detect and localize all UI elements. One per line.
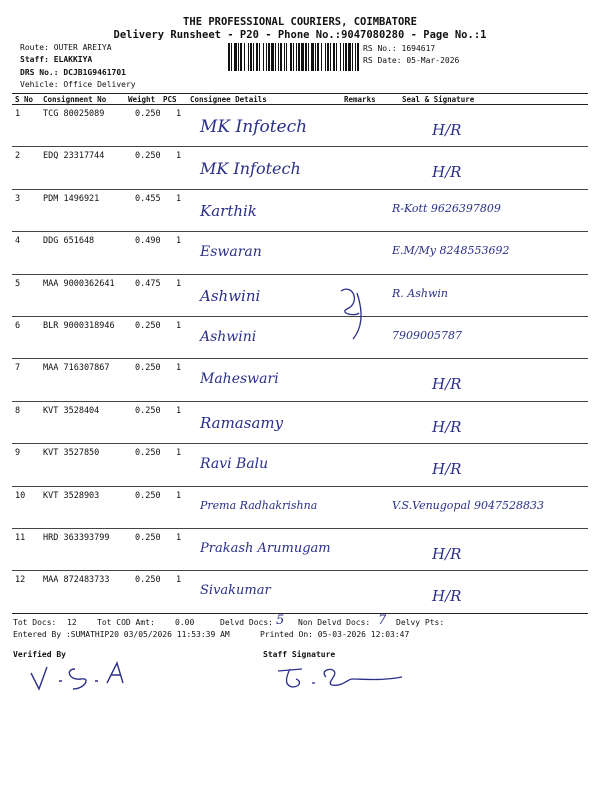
- barcode-bar: [321, 43, 322, 71]
- col-weight: Weight: [128, 95, 156, 104]
- row-consignment-no: MAA 872483733: [43, 575, 110, 586]
- row-consignee: Prakash Arumugam: [200, 541, 331, 556]
- row-weight: 0.250: [135, 448, 161, 459]
- non-delvd-value: 7: [378, 613, 387, 628]
- barcode-bar: [325, 43, 326, 71]
- barcode-bar: [343, 43, 344, 71]
- row-consignment-no: KVT 3528903: [43, 490, 100, 501]
- row-sno: 10: [15, 490, 26, 501]
- barcode-bar: [293, 43, 294, 71]
- row-sno: 11: [15, 533, 26, 543]
- barcode-bar: [278, 43, 279, 71]
- barcode: [228, 43, 360, 71]
- row-divider: [12, 443, 588, 444]
- barcode-bar: [336, 43, 337, 71]
- cod-label: Tot COD Amt:: [97, 618, 155, 627]
- row-consignment-no: DDG 651648: [43, 236, 95, 247]
- drs-number: DRS No.: DCJB1G9461701: [20, 68, 126, 77]
- row-weight: 0.250: [135, 490, 161, 501]
- barcode-bar: [315, 43, 316, 71]
- barcode-bar: [268, 43, 270, 71]
- row-pcs: 1: [176, 278, 182, 289]
- row-consignment-no: MAA 716307867: [43, 363, 110, 374]
- row-sno: 9: [15, 448, 21, 459]
- printed-on: Printed On: 05-03-2026 12:03:47: [260, 630, 410, 639]
- row-consignee: Prema Radhakrishna: [200, 498, 318, 512]
- row-consignee: Ashwini: [200, 329, 257, 345]
- row-weight: 0.475: [135, 278, 161, 289]
- row-pcs: 1: [176, 321, 182, 331]
- barcode-bar: [286, 43, 287, 71]
- row-seal-signature: H/R: [432, 587, 462, 606]
- row-weight: 0.250: [135, 109, 161, 119]
- row-sno: 7: [15, 363, 21, 374]
- cod-value: 0.00: [175, 618, 195, 627]
- col-consignee: Consignee Details: [190, 95, 267, 104]
- barcode-bar: [284, 43, 285, 71]
- row-pcs: 1: [176, 533, 182, 543]
- row-divider: [12, 316, 588, 317]
- row-consignment-no: KVT 3528404: [43, 405, 100, 416]
- row-sno: 12: [15, 575, 26, 586]
- barcode-bar: [248, 43, 249, 71]
- row-divider: [12, 401, 588, 402]
- row-weight: 0.250: [135, 363, 161, 374]
- barcode-bar: [327, 43, 329, 71]
- row-consignment-no: KVT 3527850: [43, 448, 100, 459]
- row-pcs: 1: [176, 363, 182, 374]
- row-consignee: Ravi Balu: [200, 456, 269, 473]
- barcode-bar: [238, 43, 239, 71]
- barcode-bar: [280, 43, 282, 71]
- row-seal-signature: H/R: [432, 163, 462, 182]
- table-bottom-line: [12, 613, 588, 614]
- rs-number: RS No.: 1694617: [363, 44, 436, 53]
- tot-docs-value: 12: [67, 618, 77, 627]
- row-sno: 4: [15, 236, 21, 247]
- row-consignment-no: BLR 9000318946: [43, 321, 115, 331]
- row-sno: 1: [15, 109, 21, 119]
- row-seal-signature: H/R: [432, 460, 462, 479]
- row-weight: 0.250: [135, 405, 161, 416]
- entered-by: Entered By :SUMATHIP20 03/05/2026 11:53:39 AM: [13, 630, 230, 639]
- row-divider: [12, 358, 588, 359]
- remarks-scribble: [333, 283, 373, 343]
- delvd-label: Delvd Docs:: [220, 618, 273, 627]
- row-seal-signature: H/R: [432, 121, 462, 139]
- row-weight: 0.250: [135, 533, 161, 543]
- row-seal-signature: 7909005787: [392, 329, 462, 342]
- barcode-bar: [305, 43, 307, 71]
- row-weight: 0.250: [135, 321, 161, 331]
- barcode-bar: [333, 43, 335, 71]
- delvd-value: 5: [276, 613, 285, 628]
- barcode-bar: [256, 43, 258, 71]
- row-seal-signature: H/R: [432, 545, 462, 563]
- verified-by-label: Verified By: [13, 650, 66, 659]
- barcode-bar: [240, 43, 242, 71]
- barcode-bar: [266, 43, 267, 71]
- row-consignee: Ramasamy: [200, 413, 284, 432]
- row-pcs: 1: [176, 575, 182, 586]
- col-consignment: Consignment No: [43, 95, 107, 104]
- rs-date: RS Date: 05-Mar-2026: [363, 56, 460, 65]
- row-divider: [12, 231, 588, 232]
- barcode-bar: [231, 43, 232, 71]
- table-top-line: [12, 93, 588, 94]
- row-consignment-no: TCG 80025089: [43, 109, 105, 119]
- barcode-bar: [259, 43, 260, 71]
- row-consignee: MK Infotech: [200, 117, 308, 137]
- barcode-bar: [275, 43, 276, 71]
- row-seal-signature: V.S.Venugopal 9047528833: [392, 498, 545, 512]
- col-sno: S No: [15, 95, 34, 104]
- verifier-signature: [25, 655, 135, 695]
- col-seal: Seal & Signature: [402, 95, 475, 104]
- barcode-bar: [340, 43, 341, 71]
- delvy-pts-label: Delvy Pts:: [396, 618, 445, 627]
- row-weight: 0.455: [135, 193, 161, 204]
- barcode-bar: [298, 43, 300, 71]
- barcode-bar: [296, 43, 297, 71]
- row-consignee: MK Infotech: [200, 159, 301, 179]
- barcode-bar: [348, 43, 351, 71]
- row-seal-signature: H/R: [432, 417, 462, 436]
- row-pcs: 1: [176, 109, 182, 119]
- row-weight: 0.490: [135, 236, 161, 247]
- barcode-bar: [308, 43, 309, 71]
- row-divider: [12, 570, 588, 571]
- row-consignment-no: PDM 1496921: [43, 193, 100, 204]
- row-divider: [12, 274, 588, 275]
- header-bottom-line: [12, 104, 588, 105]
- barcode-bar: [317, 43, 319, 71]
- barcode-bar: [345, 43, 347, 71]
- non-delvd-label: Non Delvd Docs:: [298, 618, 371, 627]
- row-consignee: Eswaran: [200, 244, 262, 261]
- row-sno: 6: [15, 321, 21, 331]
- row-sno: 3: [15, 193, 21, 204]
- row-pcs: 1: [176, 448, 182, 459]
- row-pcs: 1: [176, 236, 182, 247]
- tot-docs-label: Tot Docs:: [13, 618, 57, 627]
- vehicle-text: Vehicle: Office Delivery: [20, 80, 136, 89]
- company-title: THE PROFESSIONAL COURIERS, COIMBATORE: [183, 16, 417, 28]
- row-seal-signature: R. Ashwin: [392, 286, 448, 300]
- row-divider: [12, 146, 588, 147]
- staff-signature-label: Staff Signature: [263, 650, 336, 659]
- row-divider: [12, 528, 588, 529]
- barcode-bar: [234, 43, 237, 71]
- barcode-bar: [301, 43, 304, 71]
- col-pcs: PCS: [163, 95, 177, 104]
- row-divider: [12, 189, 588, 190]
- row-consignee: Maheswari: [200, 371, 279, 388]
- barcode-bar: [311, 43, 314, 71]
- row-seal-signature: R-Kott 9626397809: [392, 201, 501, 215]
- row-pcs: 1: [176, 490, 182, 501]
- row-consignment-no: HRD 363393799: [43, 533, 110, 543]
- row-consignee: Karthik: [200, 201, 257, 220]
- row-consignment-no: EDQ 23317744: [43, 151, 105, 162]
- barcode-bar: [352, 43, 353, 71]
- row-pcs: 1: [176, 151, 182, 162]
- row-sno: 8: [15, 405, 21, 416]
- runsheet-title: Delivery Runsheet - P20 - Phone No.:9047080280 - Page No.:1: [113, 29, 487, 41]
- barcode-bar: [290, 43, 292, 71]
- barcode-bar: [250, 43, 252, 71]
- route-text: Route: OUTER AREIYA: [20, 43, 112, 52]
- barcode-bar: [355, 43, 356, 71]
- col-remarks: Remarks: [344, 95, 376, 104]
- staff-text: Staff: ELAKKIYA: [20, 55, 93, 64]
- row-consignee: Sivakumar: [200, 583, 271, 599]
- barcode-bar: [330, 43, 331, 71]
- row-consignment-no: MAA 9000362641: [43, 278, 115, 289]
- barcode-bar: [271, 43, 274, 71]
- barcode-bar: [357, 43, 359, 71]
- row-pcs: 1: [176, 405, 182, 416]
- row-weight: 0.250: [135, 151, 161, 162]
- row-pcs: 1: [176, 193, 182, 204]
- staff-signature: [272, 657, 412, 693]
- row-seal-signature: H/R: [432, 375, 462, 394]
- row-sno: 2: [15, 151, 21, 162]
- barcode-bar: [253, 43, 254, 71]
- row-consignee: Ashwini: [200, 286, 261, 305]
- row-seal-signature: E.M/My 8248553692: [392, 244, 510, 258]
- row-sno: 5: [15, 278, 21, 289]
- barcode-bar: [244, 43, 245, 71]
- row-divider: [12, 486, 588, 487]
- barcode-bar: [263, 43, 264, 71]
- barcode-bar: [228, 43, 230, 71]
- row-weight: 0.250: [135, 575, 161, 586]
